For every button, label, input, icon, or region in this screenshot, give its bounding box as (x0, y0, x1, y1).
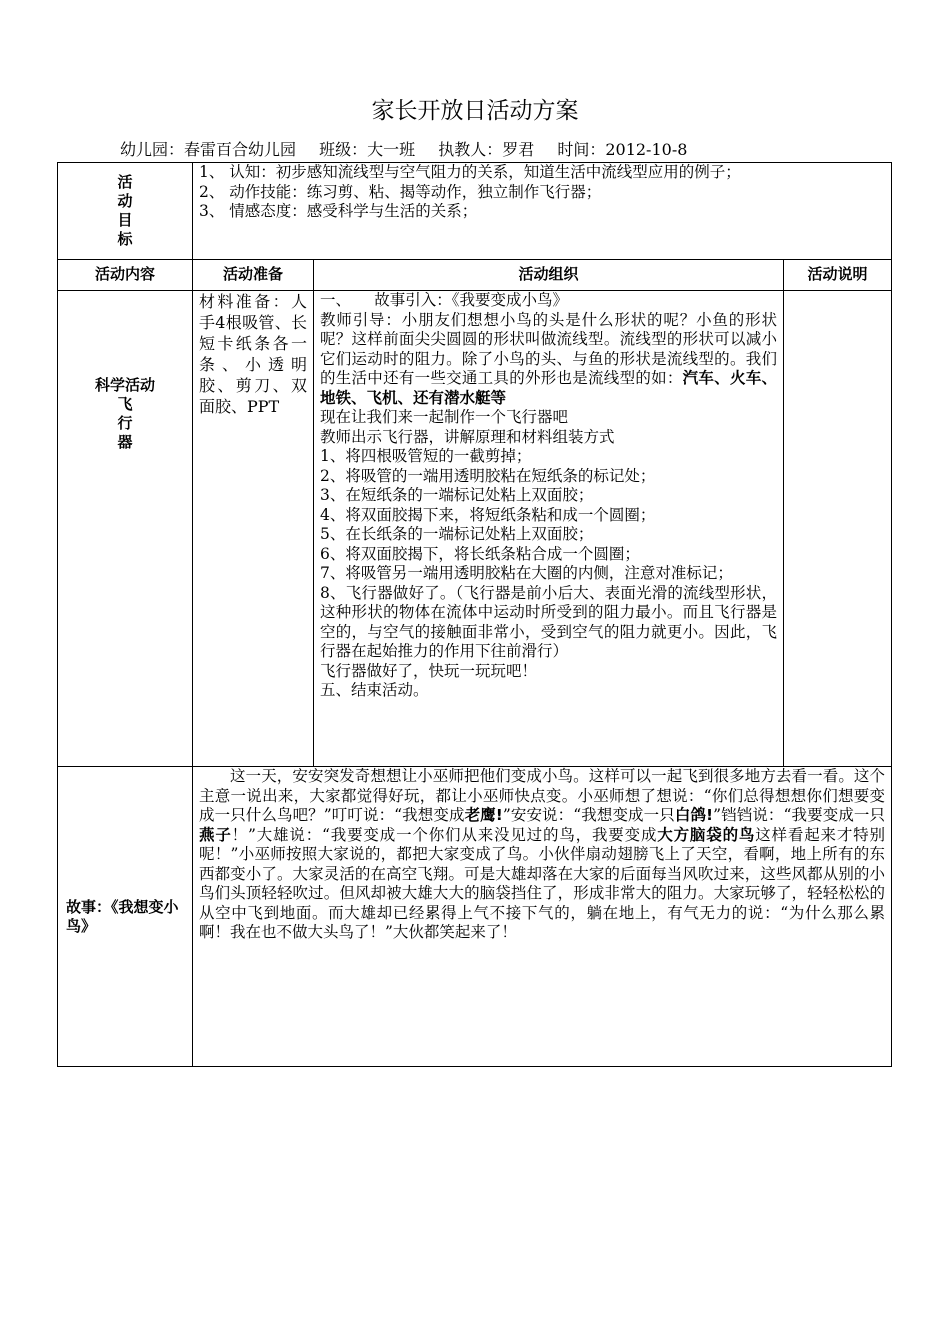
org-step: 1、将四根吸管短的一截剪掉； (320, 447, 532, 465)
science-notes (784, 291, 892, 767)
plan-table (57, 162, 892, 1067)
teacher-name: 执教人：罗君 (438, 140, 535, 159)
story-text (199, 767, 885, 943)
story-bold: 燕子 (199, 825, 232, 844)
story-label: 故事：《我想变小鸟》 (58, 767, 193, 1067)
science-label-line1: 科学活动 (94, 376, 155, 394)
science-label-cell (58, 291, 193, 767)
kindergarten-name: 幼儿园：春雷百合幼儿园 (120, 140, 297, 159)
science-row (58, 291, 892, 767)
header-content: 活动内容 (58, 260, 193, 291)
goals-content (193, 163, 892, 260)
org-show: 教师出示飞行器，讲解原理和材料组装方式 (320, 427, 615, 446)
story-part: 这样看起来才特别呢！”小巫师按照大家说的，都把大家变成了鸟。小伙伴扇动翅膀飞上了天空，看啊，地上所有的东西都变小了。大家灵活的在高空飞翔。可是大雄却落在大家的后面每当风吹过来，这些风都从别的小鸟们头顶轻轻吹过。但风却被大雄大大的脑袋挡住了，形成非常大的阻力。大家玩够了，轻轻松松的从空中飞到地面。而大雄却已经累得上气不接下气的，躺在地上，有气无力的说：“为什么那么累啊！我在也不做大头鸟了！”大伙都笑起来了！ (199, 825, 886, 941)
goal-item: 2、 动作技能：练习剪、粘、揭等动作，独立制作飞行器； (199, 182, 602, 201)
story-bold: 白鸽! (674, 806, 714, 824)
story-part: 这一天，安安突发奇想想让小巫师把他们变成小鸟。这样可以一起飞到很多地方去看一看。这个主意一说出来，大家都觉得好玩，都让小巫师快点变。小巫师想了想说：“你们总得想想你们想要变成一只什么鸟吧？”叮叮说：“我想变成 (199, 767, 886, 824)
science-label-line2: 飞行器 (117, 395, 133, 451)
science-prep: 材料准备：人手4根吸管、长短卡纸条各一条、小透明胶、剪刀、双面胶、PPT (193, 291, 314, 767)
org-guide-bold: 汽车、火车、地铁、飞机、还有潜水艇等 (320, 369, 777, 407)
goals-row (58, 163, 892, 260)
goals-label: 活动目标 (117, 173, 133, 248)
org-step: 6、将双面胶揭下，将长纸条粘合成一个圆圈； (320, 544, 640, 563)
org-step: 8、飞行器做好了。（飞行器是前小后大、表面光滑的流线型形状，这种形状的物体在流体中运动时所受到的阻力最小。而且飞行器是空的，与空气的接触面非常小，受到空气的阻力就更小。因此，飞行器在起始推力的作用下往前滑行） (320, 583, 777, 660)
story-content (193, 767, 892, 1067)
meta-line (120, 137, 705, 160)
org-step: 7、将吸管另一端用透明胶粘在大圈的内侧，注意对准标记； (320, 564, 733, 582)
story-part: ”安安说：“我想变成一只 (502, 806, 675, 824)
org-end: 五、结束活动。 (320, 681, 429, 699)
story-bold: 老鹰! (464, 806, 503, 824)
org-step: 3、在短纸条的一端标记处粘上双面胶； (320, 486, 594, 504)
header-notes: 活动说明 (784, 260, 892, 291)
class-name: 班级：大一班 (319, 140, 416, 159)
story-bold: 大方脑袋的鸟 (657, 825, 756, 844)
header-row (58, 260, 892, 291)
story-row (58, 767, 892, 1067)
science-organization (314, 291, 784, 767)
header-organization: 活动组织 (314, 260, 784, 291)
goal-item: 3、 情感态度：感受科学与生活的关系； (199, 202, 478, 220)
org-play: 飞行器做好了，快玩一玩玩吧！ (320, 661, 538, 680)
page-title: 家长开放日活动方案 (371, 98, 579, 124)
date: 时间：2012-10-8 (557, 140, 688, 159)
header-prep: 活动准备 (193, 260, 314, 291)
org-guide (320, 311, 777, 409)
org-now: 现在让我们来一起制作一个飞行器吧 (320, 408, 569, 426)
goals-label-cell (58, 163, 193, 260)
org-step: 4、将双面胶揭下来，将短纸条粘和成一个圆圈； (320, 505, 656, 524)
goal-item: 1、 认知：初步感知流线型与空气阻力的关系，知道生活中流线型应用的例子； (199, 163, 741, 181)
story-part: ！”大雄说：“我要变成一个你们从来没见过的鸟，我要变成 (231, 825, 658, 844)
org-step: 2、将吸管的一端用透明胶粘在短纸条的标记处； (320, 466, 656, 485)
story-part: ”铛铛说：“我要变成一只 (713, 806, 886, 824)
org-intro: 一、 故事引入：《我要变成小鸟》 (320, 291, 569, 309)
org-guide-text: 教师引导：小朋友们想想小鸟的头是什么形状的呢？小鱼的形状呢？这样前面尖尖圆圆的形状叫做流线型。流线型的形状可以减小它们运动时的阻力。除了小鸟的头、与鱼的形状是流线型的。我们的生活中还有一些交通工具的外形也是流线型的如： (320, 310, 777, 387)
org-step: 5、在长纸条的一端标记处粘上双面胶； (320, 525, 594, 543)
